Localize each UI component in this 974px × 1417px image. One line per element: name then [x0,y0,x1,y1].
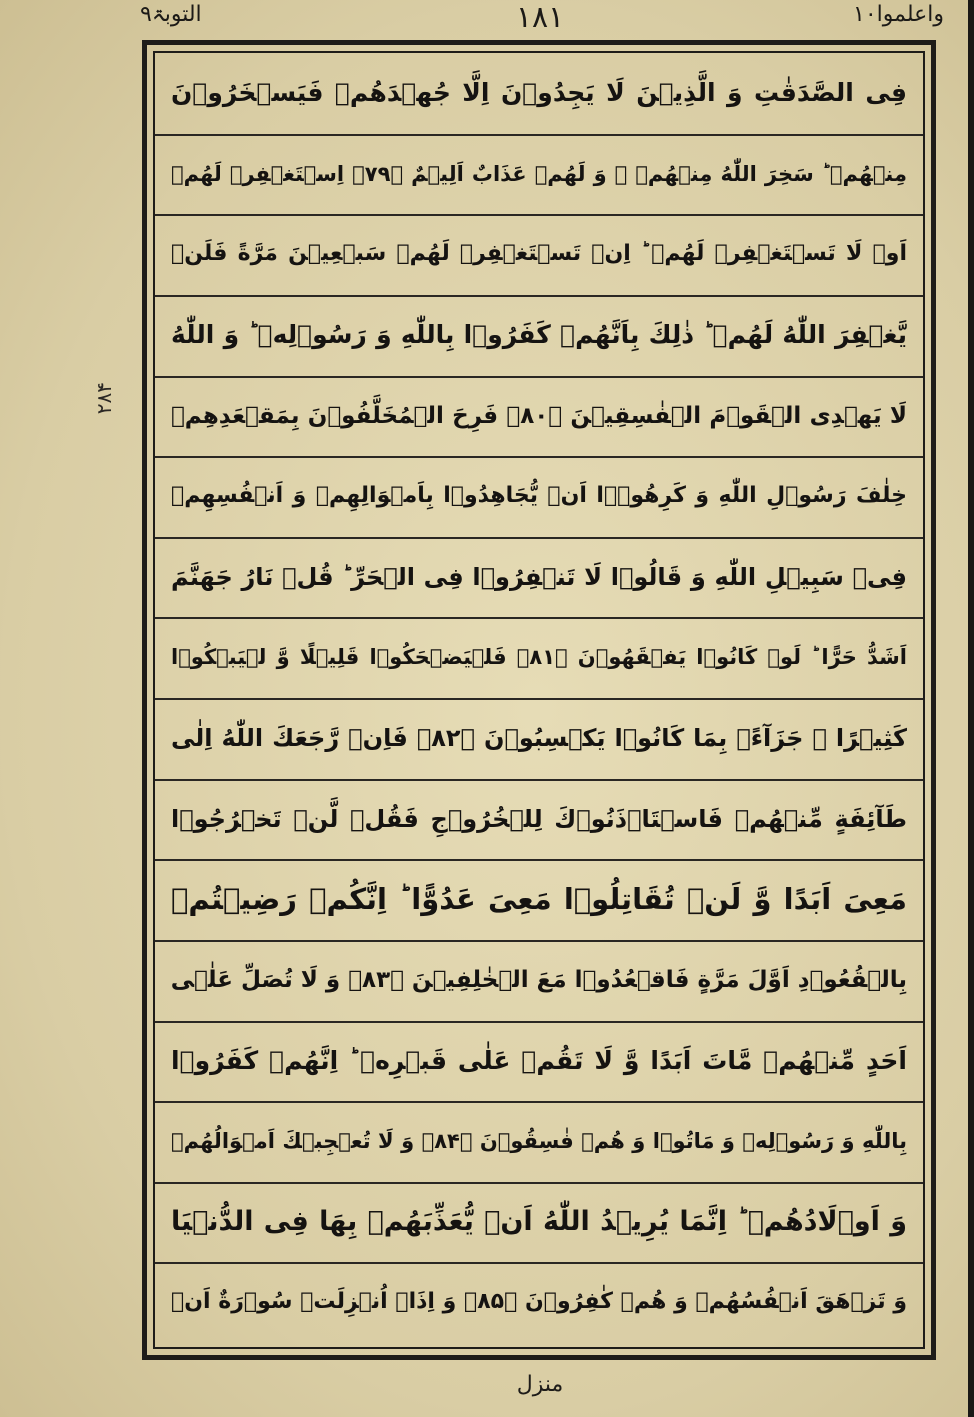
line-rule [155,940,923,942]
margin-marker: ۲۸۴ [92,382,116,415]
line-rule [155,134,923,136]
line-rule [155,859,923,861]
ayah-line: بِالۡقُعُوۡدِ اَوَّلَ مَرَّةٍ فَاقۡعُدُوۡا مَعَ الۡخٰلِفِیۡنَ ﴿۸۳﴾ وَ لَا تُصَلِّ عَلٰۤی [170,966,907,993]
ayah-line: وَ تَزۡهَقَ اَنۡفُسُهُمۡ وَ هُمۡ كٰفِرُوۡنَ ﴿۸۵﴾ وَ اِذَاۤ اُنۡزِلَتۡ سُوۡرَةٌ اَنۡ [171,1289,907,1315]
ayah-line: خِلٰفَ رَسُوۡلِ اللّٰهِ وَ كَرِهُوۡۤا اَنۡ یُّجَاهِدُوۡا بِاَمۡوَالِهِمۡ وَ اَنۡفُسِهِمۡ [171,483,907,509]
line-rule [155,1021,923,1023]
para-name: واعلموا۱۰ [853,2,944,27]
line-rule [155,1182,923,1184]
surah-name: التوبۃ۹ [140,2,202,27]
ayah-line: لَا یَهۡدِی الۡقَوۡمَ الۡفٰسِقِیۡنَ ﴿۸۰﴾ فَرِحَ الۡمُخَلَّفُوۡنَ بِمَقۡعَدِهِمۡ [171,402,907,429]
line-rule [155,698,923,700]
line-rule [155,537,923,539]
text-frame-inner [153,51,925,1349]
text-lines [155,53,923,1347]
line-rule [155,456,923,458]
ayah-line: وَ اَوۡلَادُهُمۡ ؕ اِنَّمَا یُرِیۡدُ اللّٰهُ اَنۡ یُّعَذِّبَهُمۡ بِهَا فِی الدُّنۡیَا [171,1205,907,1237]
text-frame [142,40,936,1360]
line-rule [155,295,923,297]
line-rule [155,779,923,781]
line-rule [155,376,923,378]
ayah-line: اَوۡ لَا تَسۡتَغۡفِرۡ لَهُمۡ ؕ اِنۡ تَسۡتَغۡفِرۡ لَهُمۡ سَبۡعِیۡنَ مَرَّةً فَلَنۡ [171,241,907,267]
page-number: ۱۸۱ [515,0,565,35]
page-edge [968,0,974,1417]
ayah-line: كَثِیۡرًا ۚ جَزَآءًۢ بِمَا كَانُوۡا یَكۡسِبُوۡنَ ﴿۸۲﴾ فَاِنۡ رَّجَعَكَ اللّٰهُ اِلٰی [171,724,907,752]
page-header [0,0,974,42]
line-rule [155,1262,923,1264]
ayah-line: اَحَدٍ مِّنۡهُمۡ مَّاتَ اَبَدًا وَّ لَا تَقُمۡ عَلٰی قَبۡرِهٖ ؕ اِنَّهُمۡ كَفَرُوۡا [171,1045,907,1075]
ayah-line: یَّغۡفِرَ اللّٰهُ لَهُمۡ ؕ ذٰلِكَ بِاَنَّهُمۡ كَفَرُوۡا بِاللّٰهِ وَ رَسُوۡلِهٖ ؕ وَ اللّٰهُ [171,319,907,349]
line-rule [155,1101,923,1103]
manzil-label: منزل [516,1372,564,1397]
line-rule [155,214,923,216]
ayah-line: فِی الصَّدَقٰتِ وَ الَّذِیۡنَ لَا یَجِدُوۡنَ اِلَّا جُهۡدَهُمۡ فَیَسۡخَرُوۡنَ [171,78,907,107]
ayah-line: بِاللّٰهِ وَ رَسُوۡلِهٖ وَ مَاتُوۡا وَ هُمۡ فٰسِقُوۡنَ ﴿۸۴﴾ وَ لَا تُعۡجِبۡكَ اَمۡوَالُهُمۡ [171,1129,907,1154]
ayah-line: فِیۡ سَبِیۡلِ اللّٰهِ وَ قَالُوۡا لَا تَنۡفِرُوۡا فِی الۡحَرِّ ؕ قُلۡ نَارُ جَهَنَّمَ [171,562,907,591]
ayah-line: مِنۡهُمۡ ؕ سَخِرَ اللّٰهُ مِنۡهُمۡ ۫ وَ لَهُمۡ عَذَابٌ اَلِیۡمٌ ﴿۷۹﴾ اِسۡتَغۡفِرۡ لَهُمۡ [171,161,907,186]
ayah-line: طَآئِفَةٍ مِّنۡهُمۡ فَاسۡتَاۡذَنُوۡكَ لِلۡخُرُوۡجِ فَقُلۡ لَّنۡ تَخۡرُجُوۡا [171,804,907,833]
ayah-line: اَشَدُّ حَرًّا ؕ لَوۡ كَانُوۡا یَفۡقَهُوۡنَ ﴿۸۱﴾ فَلۡیَضۡحَكُوۡا قَلِیۡلًا وَّ لۡیَبۡكُوۡا [171,645,908,670]
ayah-line: مَعِیَ اَبَدًا وَّ لَنۡ تُقَاتِلُوۡا مَعِیَ عَدُوًّا ؕ اِنَّكُمۡ رَضِیۡتُمۡ [171,882,907,917]
line-rule [155,617,923,619]
